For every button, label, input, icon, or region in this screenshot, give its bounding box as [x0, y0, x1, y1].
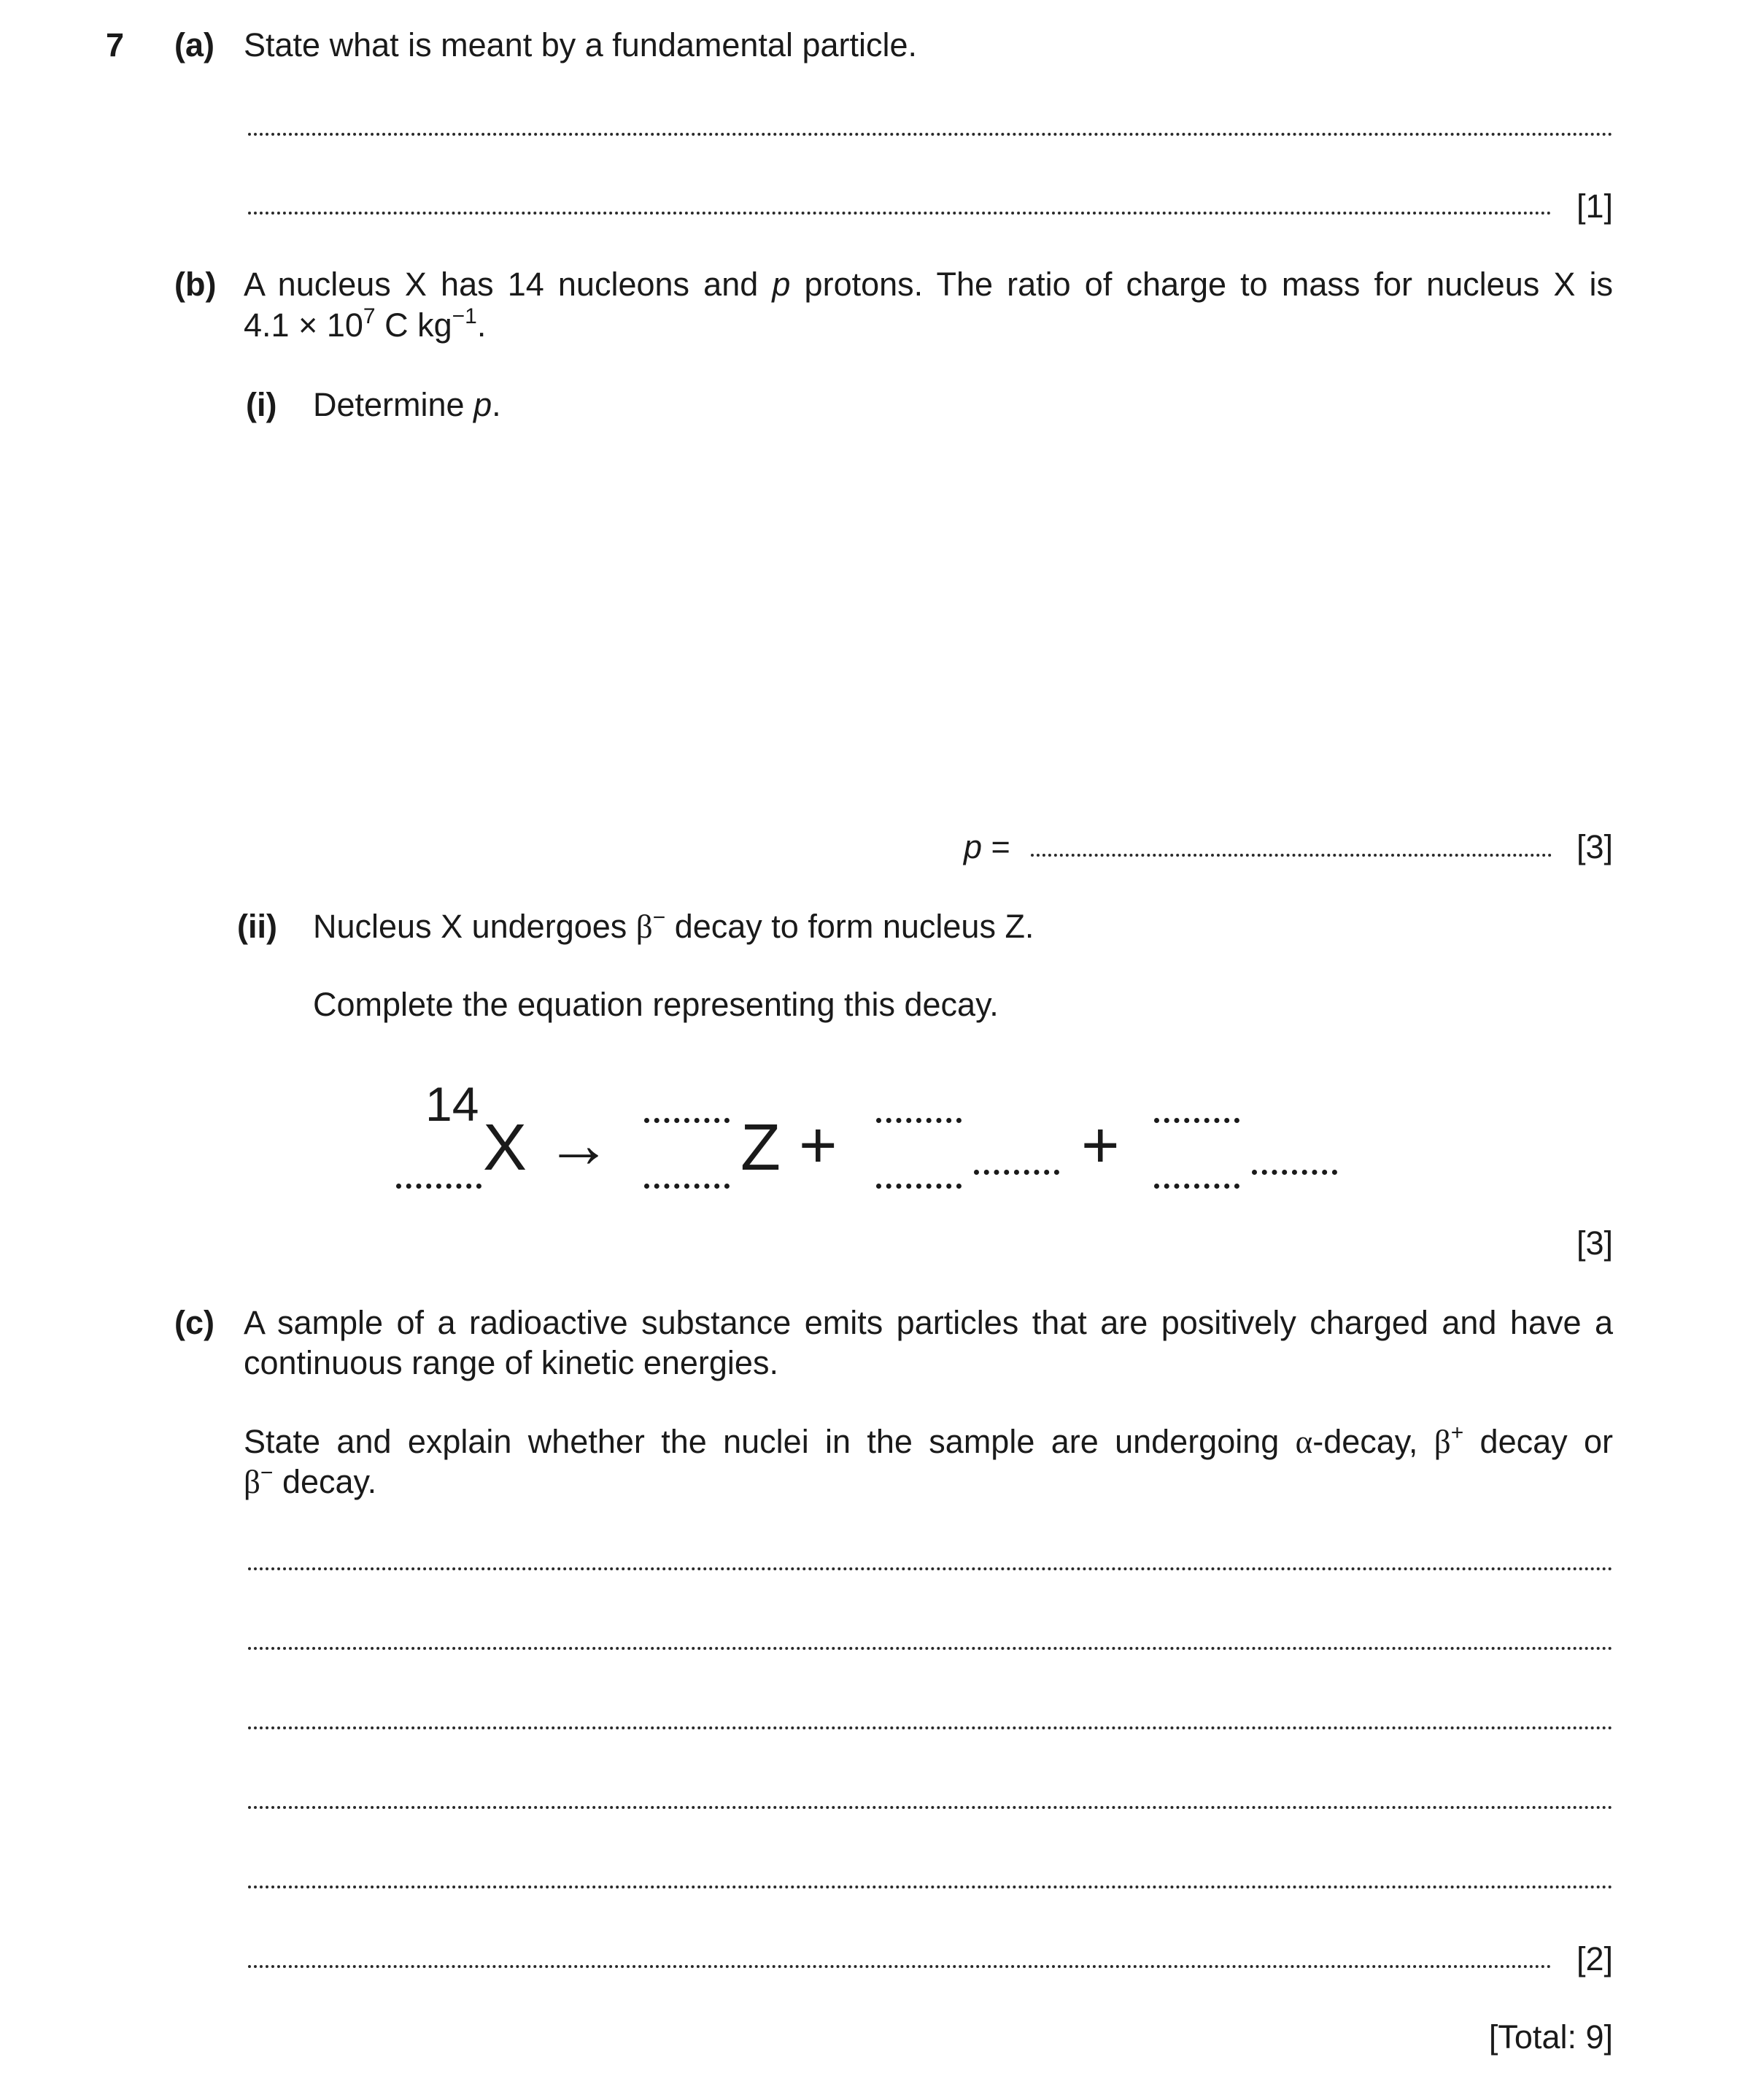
daughter-nucleus-symbol: Z	[740, 1111, 781, 1184]
part-b-i-answer-label: p =	[964, 828, 1010, 865]
part-b-charge-mass-ratio: $4.1 \times 10^7$ C $kg^{-1}$.	[244, 304, 487, 344]
part-c-text-line-2: continuous range of kinetic energies.	[244, 1344, 778, 1381]
parent-proton-number-field[interactable]	[396, 1184, 481, 1189]
particle-1-symbol-field[interactable]	[974, 1170, 1059, 1175]
part-c-text-line-1: A sample of a radioactive substance emits particles that are positively charged and have a	[244, 1304, 1613, 1341]
part-b-i-label: (i)	[246, 386, 277, 423]
particle-1-charge-number-field[interactable]	[876, 1184, 962, 1189]
part-b-question-line-1: A nucleus X has 14 nucleons and p protons. The ratio of charge to mass for nucleus X is	[244, 266, 1614, 303]
particle-2-charge-number-field[interactable]	[1154, 1184, 1239, 1189]
parent-mass-number: 14	[425, 1077, 479, 1131]
part-b-i-question: Determine p.	[313, 386, 501, 423]
part-a-question: State what is meant by a fundamental particle.	[244, 26, 918, 63]
part-c-answer-line-1[interactable]	[248, 1567, 1613, 1570]
daughter-mass-number-field[interactable]	[644, 1118, 730, 1123]
part-b-ii-mark: [3]	[1576, 1224, 1613, 1262]
part-c-question-line-1: State and explain whether the nuclei in the sample are undergoing α-decay, β+ decay or	[244, 1421, 1613, 1460]
parent-nucleus-symbol: X	[483, 1111, 527, 1184]
question-number: 7	[106, 26, 125, 63]
part-b-i-answer-field[interactable]	[1031, 854, 1552, 857]
part-c-answer-line-4[interactable]	[248, 1806, 1613, 1809]
part-c-mark: [2]	[1576, 1940, 1613, 1977]
particle-2-mass-number-field[interactable]	[1154, 1118, 1239, 1123]
question-total-mark: [Total: 9]	[1488, 2018, 1613, 2056]
part-a-answer-line-1[interactable]	[248, 133, 1613, 136]
part-a-label: (a)	[174, 26, 214, 63]
part-a-answer-line-2[interactable]	[248, 212, 1552, 215]
part-b-ii-question: Nucleus X undergoes β− decay to form nucleus Z.	[313, 906, 1034, 945]
part-b-label: (b)	[174, 266, 217, 303]
part-c-answer-line-3[interactable]	[248, 1726, 1613, 1729]
part-c-question-line-2: β− decay.	[244, 1461, 377, 1500]
daughter-proton-number-field[interactable]	[644, 1184, 730, 1189]
part-a-mark: [1]	[1576, 188, 1613, 225]
part-b-ii-instruction: Complete the equation representing this decay.	[313, 986, 999, 1023]
part-c-answer-line-5[interactable]	[248, 1886, 1613, 1888]
plus-sign-2: +	[1081, 1109, 1120, 1182]
plus-sign-1: +	[799, 1109, 837, 1182]
particle-2-symbol-field[interactable]	[1252, 1170, 1337, 1175]
part-c-answer-line-2[interactable]	[248, 1647, 1613, 1650]
particle-1-mass-number-field[interactable]	[876, 1118, 962, 1123]
part-b-ii-label: (ii)	[237, 908, 277, 945]
part-c-label: (c)	[174, 1304, 214, 1341]
part-c-answer-line-6[interactable]	[248, 1965, 1552, 1968]
part-b-i-mark: [3]	[1576, 828, 1613, 865]
arrow-icon: →	[546, 1109, 611, 1181]
